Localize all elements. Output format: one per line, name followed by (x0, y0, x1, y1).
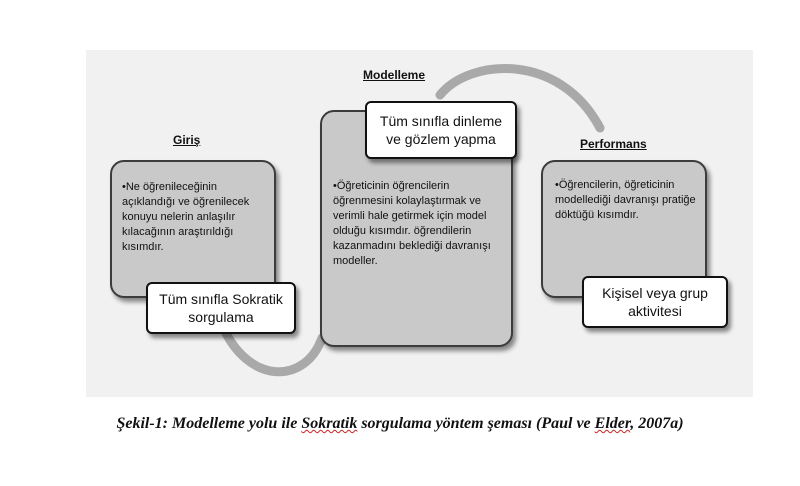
caption-middle: sorgulama yöntem şeması (Paul ve (357, 415, 595, 432)
modelleme-label-box: Tüm sınıfla dinleme ve gözlem yapma (365, 101, 517, 159)
performans-description: •Öğrencilerin, öğreticinin modellediği davranışı pratiğe döktüğü kısımdır. (555, 179, 696, 221)
caption-word-elder: Elder (594, 415, 631, 432)
heading-modelleme: Modelleme (363, 68, 426, 82)
figure-caption (0, 415, 800, 433)
modelleme-description: •Öğreticinin öğrencilerin öğrenmesini kolaylaştırmak ve verimli hale getirmek için model olduğu kısımdır. öğrendilerin kazanmadını beklediği davranışı modeller. (333, 180, 491, 267)
caption-prefix: Şekil-1: Modelleme yolu ile (116, 415, 302, 432)
caption-word-sokratik: Sokratik (301, 415, 358, 432)
giris-label-box: Tüm sınıfla Sokratik sorgulama (146, 282, 296, 334)
giris-description: •Ne öğrenileceğinin açıklandığı ve öğrenilecek konuyu nelerin anlaşılır kılacağının araştırıldığı kısımdır. (122, 181, 250, 253)
heading-giris: Giriş (173, 133, 201, 147)
caption-suffix: , 2007a) (630, 415, 684, 432)
heading-performans: Performans (580, 137, 647, 151)
performans-label-box: Kişisel veya grup aktivitesi (582, 276, 728, 328)
